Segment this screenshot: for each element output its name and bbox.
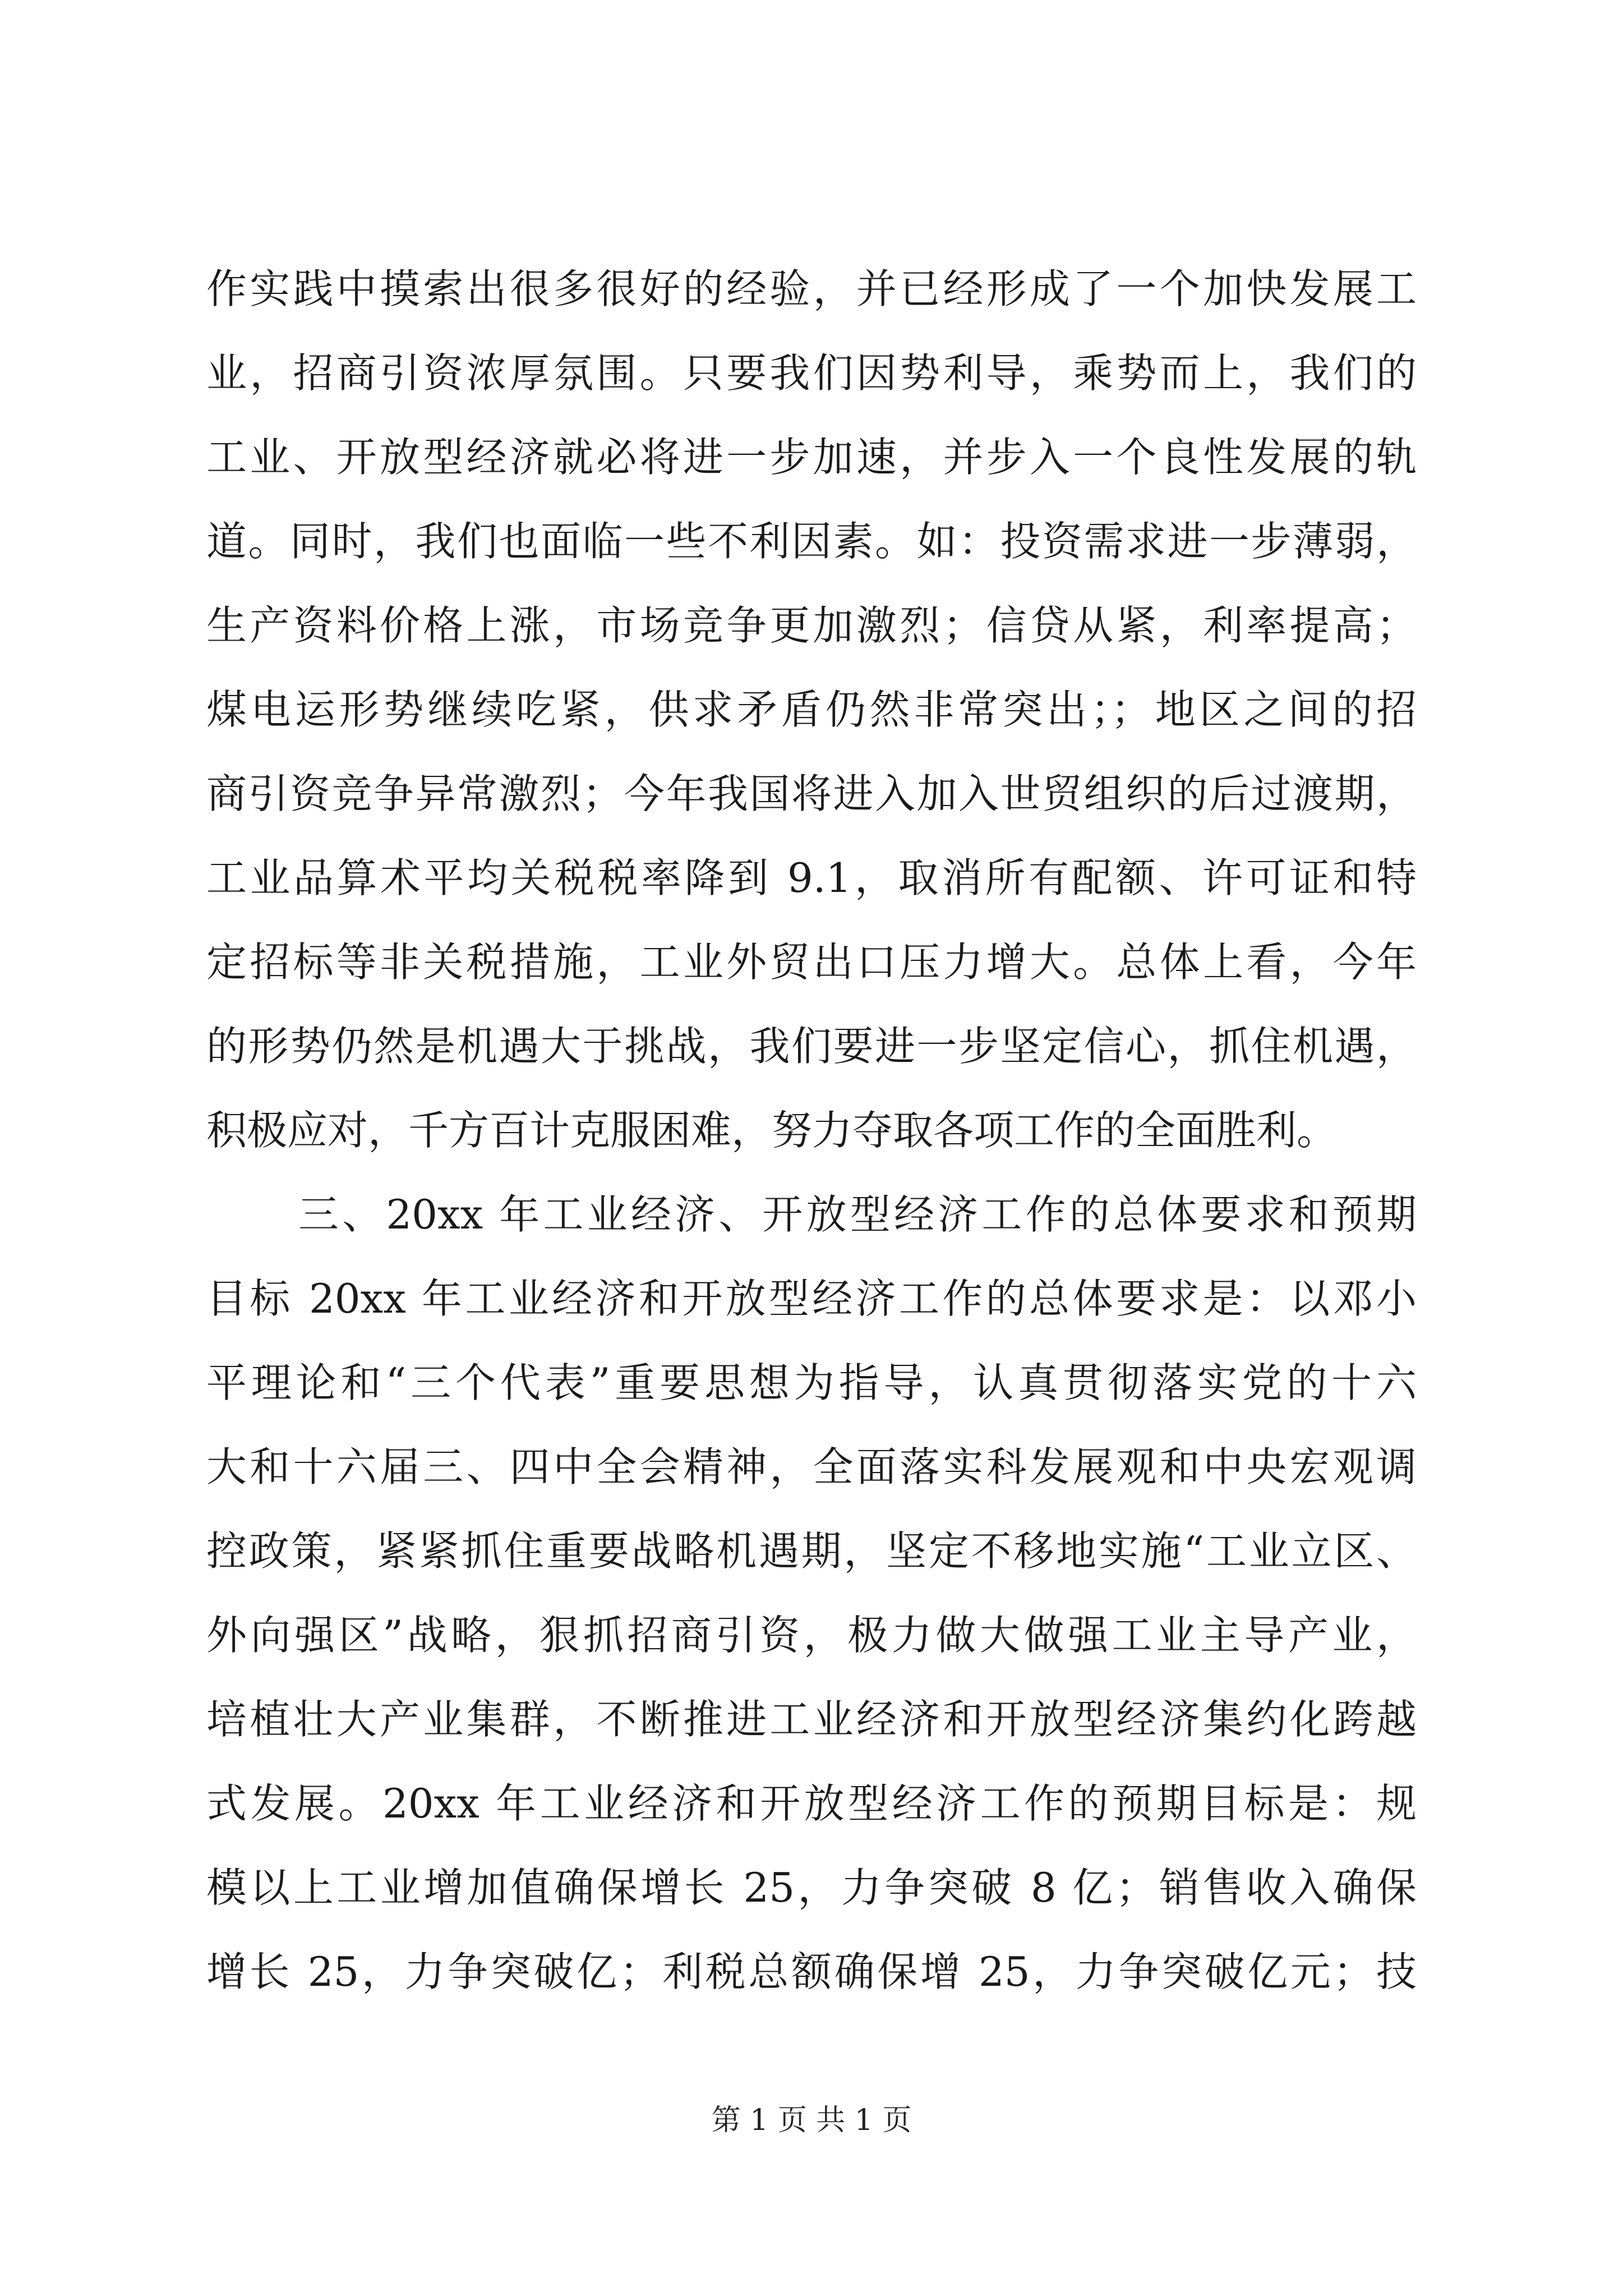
text-line-16: 控政策，紧紧抓住重要战略机遇期，坚定不移地实施“工业立区、 <box>206 1527 1417 1575</box>
text-line-13: 目标 20xx 年工业经济和开放型经济工作的总体要求是：以邓小 <box>206 1275 1417 1322</box>
text-line-9: 定招标等非关税措施，工业外贸出口压力增大。总体上看，今年 <box>206 938 1417 986</box>
page-number-footer: 第 1 页 共 1 页 <box>711 2104 912 2137</box>
text-line-3: 工业、开放型经济就必将进一步加速，并步入一个良性发展的轨 <box>206 434 1417 481</box>
text-line-19: 式发展。20xx 年工业经济和开放型经济工作的预期目标是：规 <box>206 1780 1417 1827</box>
text-line-6: 煤电运形势继续吃紧，供求矛盾仍然非常突出；；地区之间的招 <box>206 686 1417 733</box>
text-line-1: 作实践中摸索出很多很好的经验，并已经形成了一个加快发展工 <box>206 265 1417 312</box>
text-line-10: 的形势仍然是机遇大于挑战，我们要进一步坚定信心，抓住机遇， <box>206 1023 1417 1070</box>
section-heading-line: 三、20xx 年工业经济、开放型经济工作的总体要求和预期 <box>298 1191 1417 1238</box>
text-line-14: 平理论和“三个代表”重要思想为指导，认真贯彻落实党的十六 <box>206 1359 1417 1406</box>
text-line-2: 业，招商引资浓厚氛围。只要我们因势利导，乘势而上，我们的 <box>206 349 1417 397</box>
text-line-11: 积极应对，千方百计克服困难，努力夺取各项工作的全面胜利。 <box>206 1107 1338 1154</box>
text-line-8: 工业品算术平均关税税率降到 9.1，取消所有配额、许可证和特 <box>206 854 1417 901</box>
text-line-4: 道。同时，我们也面临一些不利因素。如：投资需求进一步薄弱， <box>206 518 1417 565</box>
text-line-18: 培植壮大产业集群，不断推进工业经济和开放型经济集约化跨越 <box>206 1696 1417 1743</box>
text-line-5: 生产资料价格上涨，市场竞争更加激烈；信贷从紧，利率提高； <box>206 602 1417 649</box>
text-line-7: 商引资竞争异常激烈；今年我国将进入加入世贸组织的后过渡期， <box>206 770 1417 817</box>
text-line-21: 增长 25，力争突破亿；利税总额确保增 25，力争突破亿元；技 <box>206 1948 1417 1995</box>
text-line-20: 模以上工业增加值确保增长 25，力争突破 8 亿；销售收入确保 <box>206 1864 1417 1911</box>
text-line-15: 大和十六届三、四中全会精神，全面落实科发展观和中央宏观调 <box>206 1443 1417 1490</box>
text-line-17: 外向强区”战略，狠抓招商引资，极力做大做强工业主导产业， <box>206 1612 1417 1659</box>
